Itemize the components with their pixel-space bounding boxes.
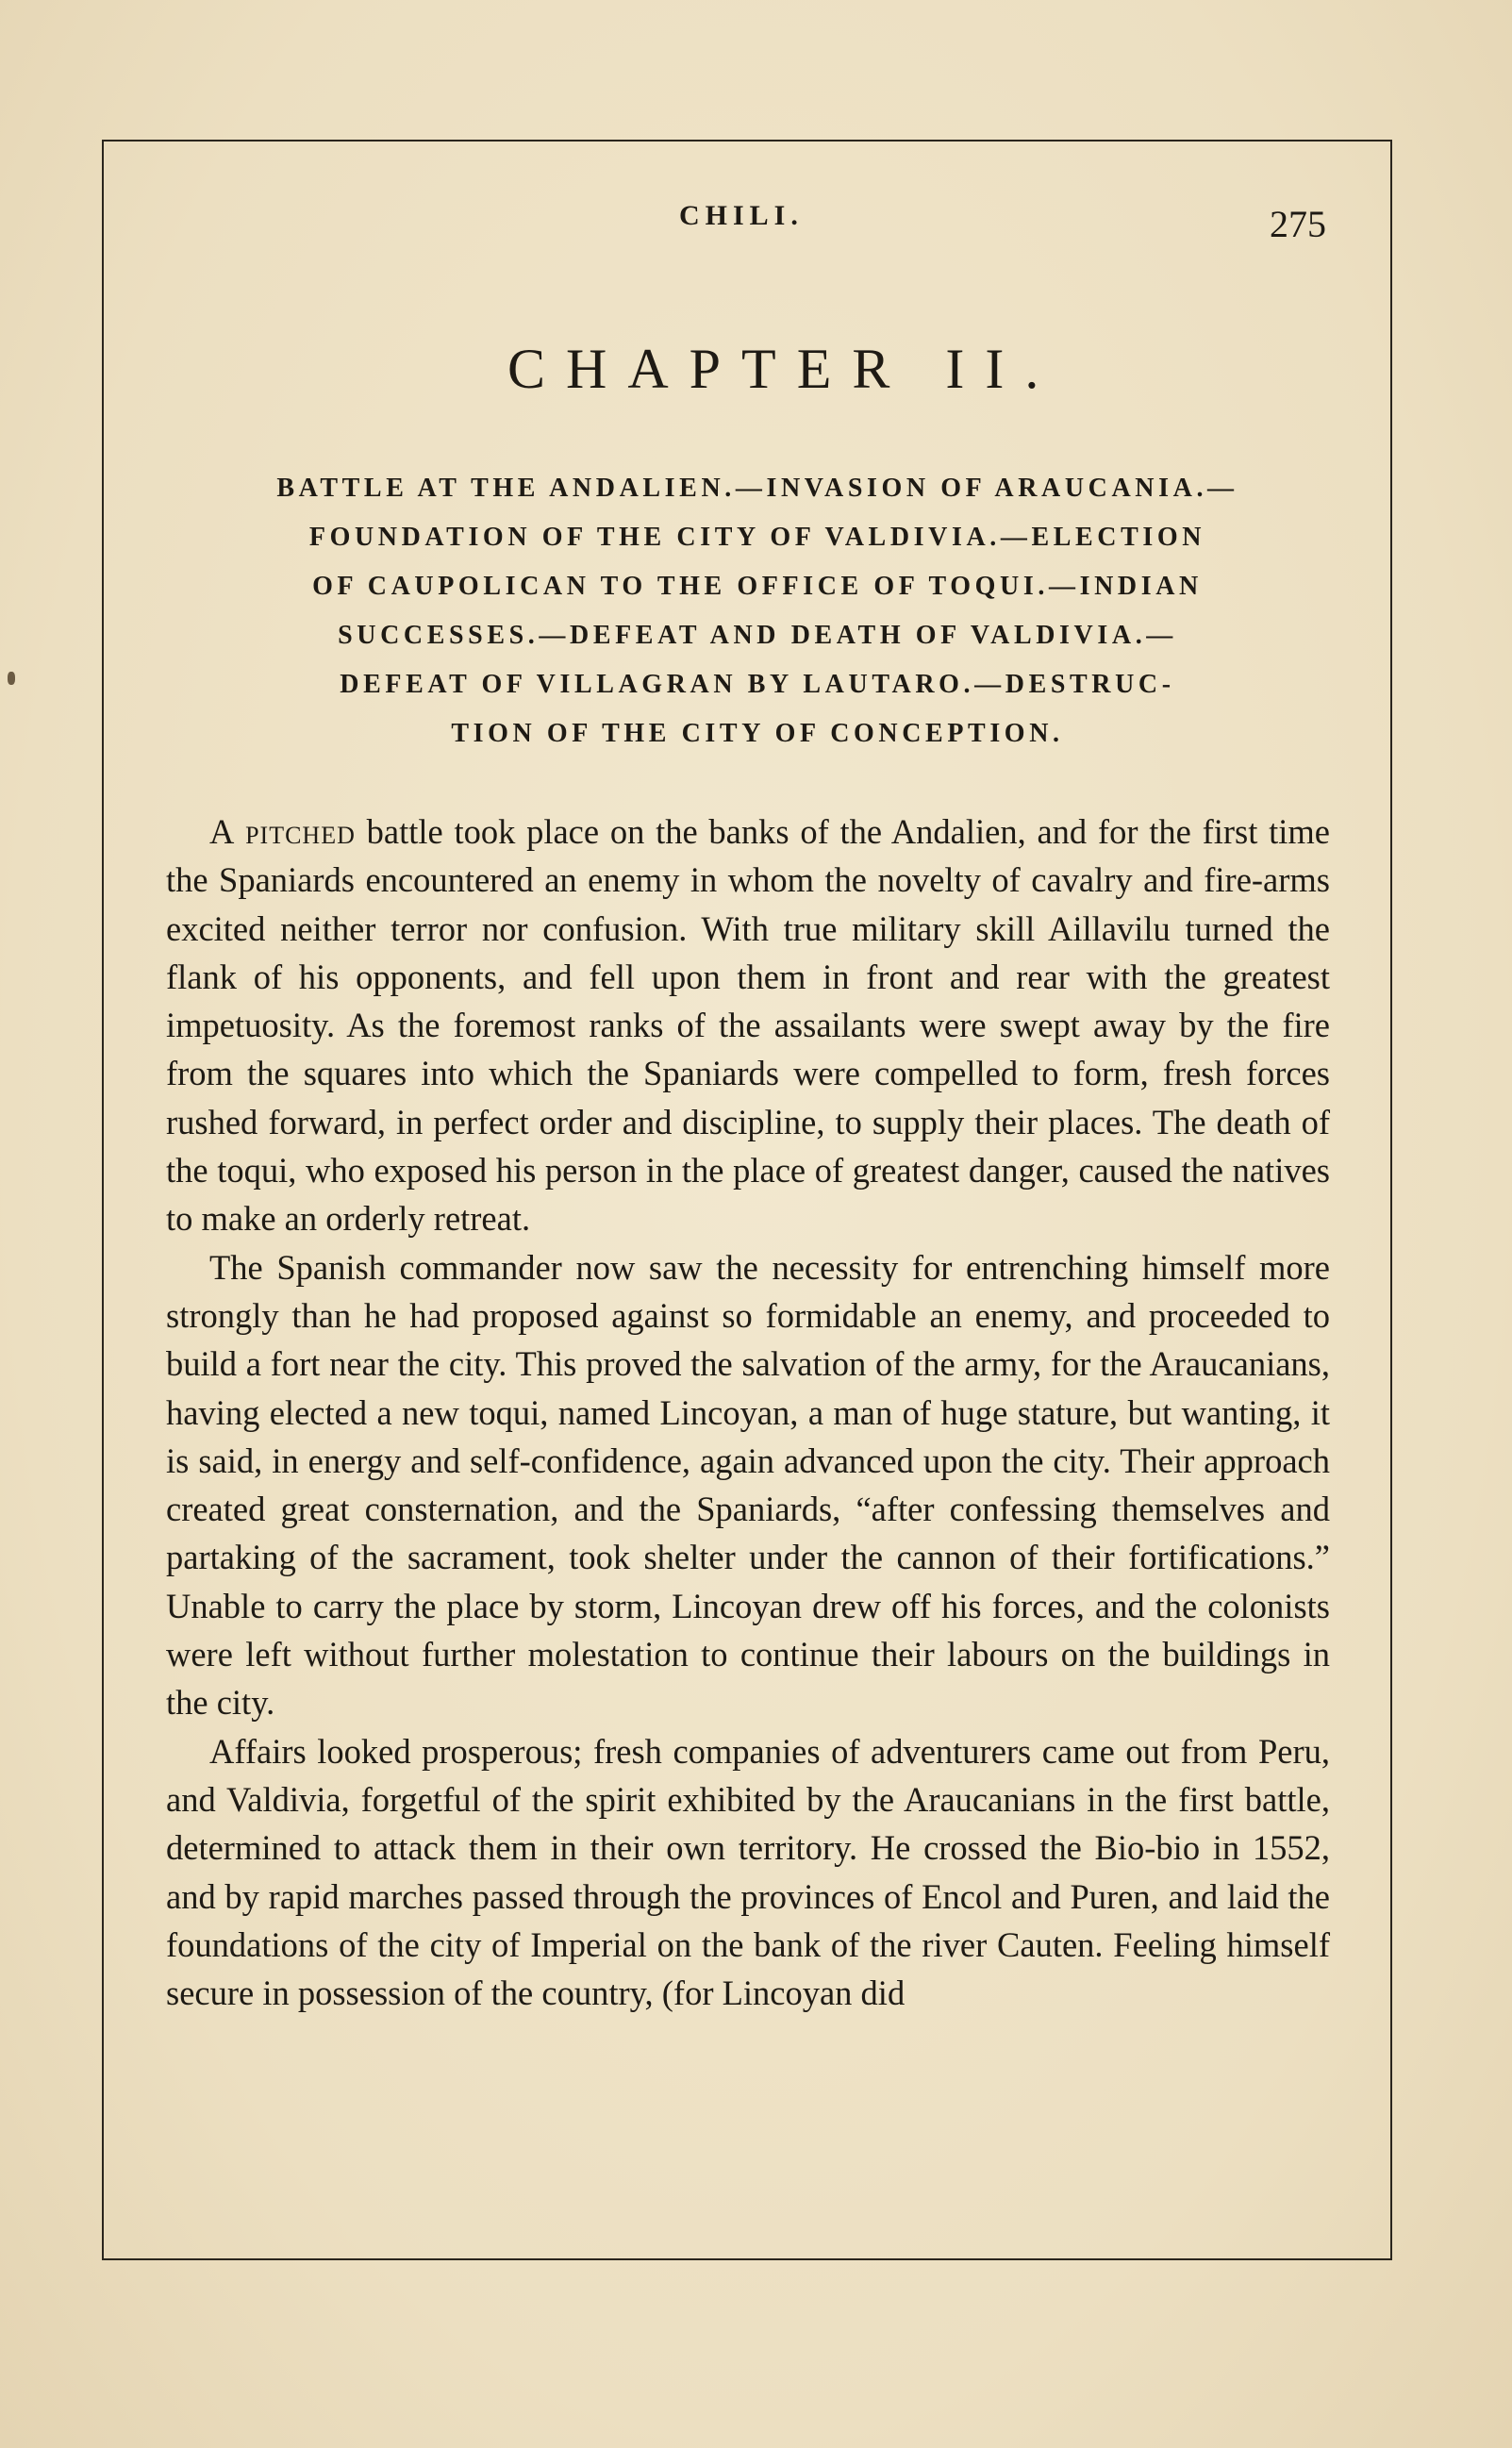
synopsis-line: DEFEAT OF VILLAGRAN BY LAUTARO.—DESTRUC- [340,670,1175,699]
synopsis-line: FOUNDATION OF THE CITY OF VALDIVIA.—ELECTION [308,523,1206,552]
paragraph [166,808,1330,1243]
paragraph: The Spanish commander now saw the necessity for entrenching himself more strongly than he had proposed against so formidable an enemy, and proceeded to build a fort near the city. This proved the salvation of the army, for the Araucanians, having elected a new toqui, named Lincoyan, a man of huge stature, but wanting, it is said, in energy and self-confidence, again advanced upon the city. Their approach created great consternation, and the Spaniards, “after confessing themselves and partaking of the sacrament, took shelter under the cannon of their fortifications.” Unable to carry the place by storm, Lincoyan drew off his forces, and the colonists were left without further molestation to continue their labours on the buildings in the city. [166,1247,1330,1723]
chapter-title: CHAPTER II. [507,338,1060,400]
synopsis-line: TION OF THE CITY OF CONCEPTION. [451,719,1064,748]
margin-speck [8,672,15,685]
page-number: 275 [1270,203,1326,245]
synopsis-line: SUCCESSES.—DEFEAT AND DEATH OF VALDIVIA.— [338,621,1177,650]
paragraph-text: battle took place on the banks of the Andalien, and for the first time the Spaniards encountered an enemy in whom the novelty of cavalry and fire-arms excited neither terror nor confusion. With true military skill Aillavilu turned the flank of his opponents, and fell upon them in front and rear with the greatest impetuosity. As the foremost ranks of the assailants were swept away by the fire from the squares into which the Spaniards were compelled to form, fresh forces rushed forward, in perfect order and discipline, to supply their places. The death of the toqui, who exposed his person in the place of greatest danger, caused the natives to make an orderly retreat. [166,812,1330,1239]
synopsis-line: OF CAUPOLICAN TO THE OFFICE OF TOQUI.—INDIAN [312,572,1203,601]
synopsis-line: BATTLE AT THE ANDALIEN.—INVASION OF ARAUCANIA.— [276,474,1238,503]
paragraph: Affairs looked prosperous; fresh companies of adventurers came out from Peru, and Valdivia, forgetful of the spirit exhibited by the Araucanians in the first battle, determined to attack them in their own territory. He crossed the Bio-bio in 1552, and by rapid marches passed through the provinces of Encol and Puren, and laid the foundations of the city of Imperial on the bank of the river Cauten. Feeling himself secure in possession of the country, (for Lincoyan did [166,1731,1330,2013]
running-title: CHILI. [679,200,804,231]
body-text [166,808,1330,2017]
chapter-synopsis [172,464,1343,758]
paragraph-lead: A pitched [209,812,356,851]
